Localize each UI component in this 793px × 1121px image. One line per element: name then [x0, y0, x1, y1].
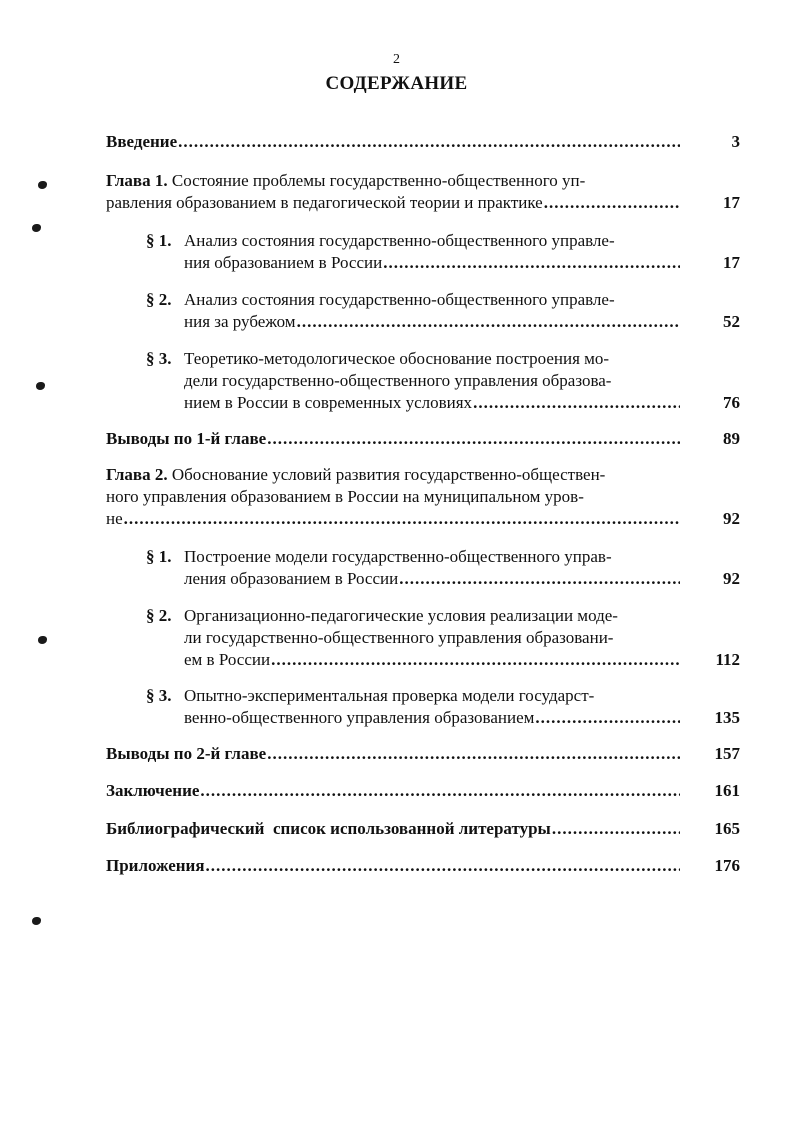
page-number: 2: [393, 52, 400, 67]
toc-label: Приложения: [106, 856, 205, 875]
toc-page-number: 112: [715, 650, 740, 669]
toc-line: ления образованием в России: [184, 569, 399, 588]
toc-entry-section-2-2[interactable]: [146, 605, 740, 671]
dot-leader: [552, 818, 680, 840]
toc-line: ния за рубежом: [184, 312, 296, 331]
toc-page-number: 92: [723, 509, 740, 528]
toc-page-number: 17: [723, 193, 740, 212]
toc-line: Обоснование условий развития государственно-обществен-: [171, 465, 606, 484]
toc-line: ли государственно-общественного управления образовани-: [184, 628, 614, 647]
toc-page-number: 161: [714, 781, 740, 800]
toc-page-number: 135: [714, 708, 740, 727]
chapter-prefix: Глава 1.: [106, 171, 168, 190]
scan-speck: [36, 382, 45, 390]
toc-line: венно-общественного управления образованием: [184, 708, 535, 727]
dot-leader: [267, 743, 680, 765]
scan-speck: [32, 224, 41, 232]
toc-entry-conclusion[interactable]: [106, 780, 740, 802]
toc-line: равления образованием в педагогической теории и практике: [106, 193, 543, 212]
section-marker: § 2.: [146, 606, 172, 625]
toc-entry-conclusions-1[interactable]: [106, 428, 740, 450]
dot-leader: [124, 508, 680, 530]
dot-leader: [200, 780, 680, 802]
toc-page-number: 3: [731, 132, 740, 151]
dot-leader: [399, 568, 680, 590]
toc-page-number: 89: [723, 429, 740, 448]
toc-label: Выводы по 2-й главе: [106, 744, 267, 763]
section-marker: § 3.: [146, 349, 172, 368]
scan-speck: [38, 181, 47, 189]
toc-page-number: 176: [714, 856, 740, 875]
scan-speck: [32, 917, 41, 925]
toc-line: нием в России в современных условиях: [184, 393, 473, 412]
toc-label: Введение: [106, 132, 178, 151]
page-title: СОДЕРЖАНИЕ: [325, 73, 468, 94]
toc-page-number: 76: [723, 393, 740, 412]
toc-line: Организационно-педагогические условия реализации моде-: [184, 606, 618, 625]
dot-leader: [383, 252, 680, 274]
dot-leader: [271, 649, 680, 671]
toc-line: Построение модели государственно-общественного управ-: [184, 547, 612, 566]
section-marker: § 2.: [146, 290, 172, 309]
scan-speck: [38, 636, 47, 644]
toc-entry-conclusions-2[interactable]: [106, 743, 740, 765]
toc-entry-section-2-3[interactable]: [146, 685, 740, 729]
toc-page-number: 17: [723, 253, 740, 272]
toc-entry-section-1-1[interactable]: [146, 230, 740, 274]
toc-line: ния образованием в России: [184, 253, 383, 272]
dot-leader: [473, 392, 680, 414]
dot-leader: [267, 428, 680, 450]
toc-entry-chapter-1[interactable]: [106, 170, 740, 214]
toc-line: Состояние проблемы государственно-общественного уп-: [171, 171, 586, 190]
toc-line: Опытно-экспериментальная проверка модели государст-: [184, 686, 595, 705]
toc-entry-bibliography[interactable]: [106, 818, 740, 840]
toc-entry-intro[interactable]: [106, 131, 740, 153]
section-marker: § 1.: [146, 231, 172, 250]
toc-line: Теоретико-методологическое обоснование построения мо-: [184, 349, 610, 368]
dot-leader: [206, 855, 680, 877]
toc-entry-section-1-2[interactable]: [146, 289, 740, 333]
toc-entry-appendix[interactable]: [106, 855, 740, 877]
toc-label: Библиографический список использованной литературы: [106, 819, 551, 838]
section-marker: § 1.: [146, 547, 172, 566]
chapter-prefix: Глава 2.: [106, 465, 168, 484]
toc-entry-section-2-1[interactable]: [146, 546, 740, 590]
toc-label: Выводы по 1-й главе: [106, 429, 267, 448]
dot-leader: [544, 192, 680, 214]
dot-leader: [535, 707, 680, 729]
section-marker: § 3.: [146, 686, 172, 705]
toc-line: дели государственно-общественного управления образова-: [184, 371, 612, 390]
toc-page-number: 92: [723, 569, 740, 588]
toc-page-number: 157: [714, 744, 740, 763]
toc-page-number: 52: [723, 312, 740, 331]
dot-leader: [178, 131, 680, 153]
toc-line: Анализ состояния государственно-общественного управле-: [184, 290, 615, 309]
dot-leader: [297, 311, 680, 333]
toc-line: не: [106, 509, 123, 528]
toc-line: ного управления образованием в России на муниципальном уров-: [106, 487, 584, 506]
toc-label: Заключение: [106, 781, 200, 800]
toc-entry-section-1-3[interactable]: [146, 348, 740, 414]
toc-page-number: 165: [714, 819, 740, 838]
toc-line: ем в России: [184, 650, 271, 669]
toc-line: Анализ состояния государственно-общественного управле-: [184, 231, 615, 250]
toc-entry-chapter-2[interactable]: [106, 464, 740, 530]
